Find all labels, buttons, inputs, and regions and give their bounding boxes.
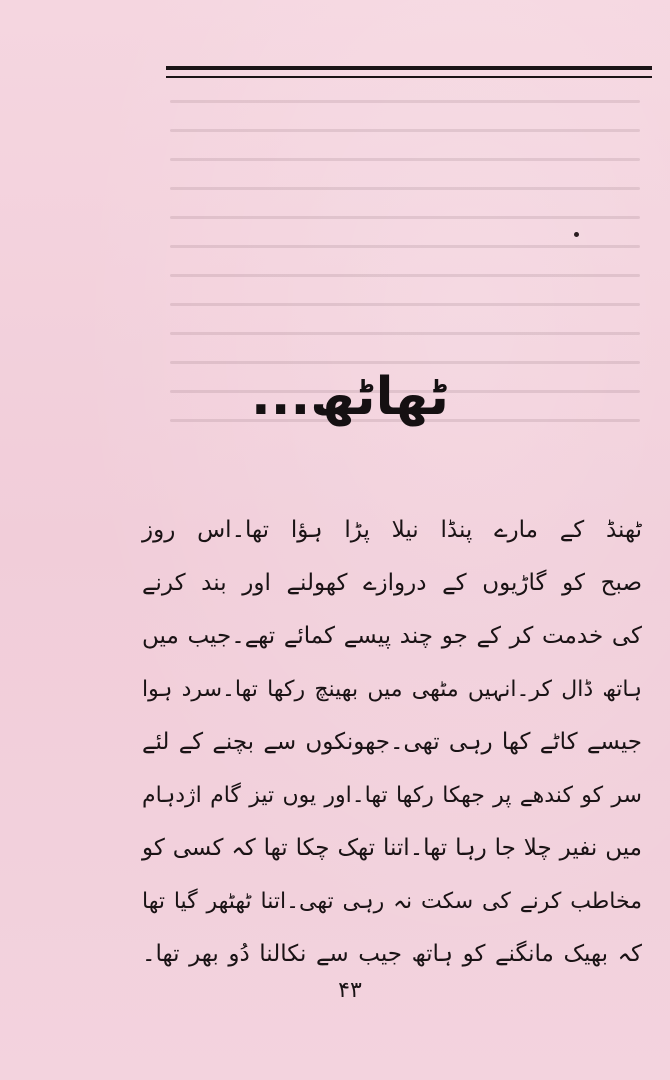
- text-line: ٹھنڈ کے مارے پنڈا نیلا پڑا ہؤا تھا۔اس روز: [142, 517, 642, 543]
- ink-speck: [574, 232, 579, 237]
- header-rule-thick: [166, 66, 652, 70]
- text-line: سر کو کندھے پر جھکا رکھا تھا۔اور یوں تیز گام اژدہام: [142, 783, 642, 808]
- text-line: کہ بھیک مانگنے کو ہاتھ جیب سے نکالنا دُو بھر تھا۔: [142, 941, 642, 967]
- page-number: ۴۳: [338, 978, 362, 1003]
- body-paragraph: [142, 504, 642, 981]
- text-line: صبح کو گاڑیوں کے دروازے کھولنے اور بند کرنے: [142, 570, 642, 596]
- text-line: ہاتھ ڈال کر۔انہیں مٹھی میں بھینچ رکھا تھا۔سرد ہوا: [142, 677, 642, 702]
- chapter-title: ٹھاٹھ...: [251, 367, 449, 427]
- header-rule-thin: [166, 76, 652, 78]
- text-line: جیسے کاٹے کھا رہی تھی۔جھونکوں سے بچنے کے لئے: [142, 729, 642, 755]
- show-through-shadow: [170, 100, 640, 520]
- text-line: میں نفیر چلا جا رہا تھا۔اتنا تھک چکا تھا کہ کسی کو: [142, 835, 642, 861]
- text-line: مخاطب کرنے کی سکت نہ رہی تھی۔اتنا ٹھٹھر گیا تھا: [142, 889, 642, 914]
- text-line: کی خدمت کر کے جو چند پیسے کمائے تھے۔جیب میں: [142, 623, 642, 649]
